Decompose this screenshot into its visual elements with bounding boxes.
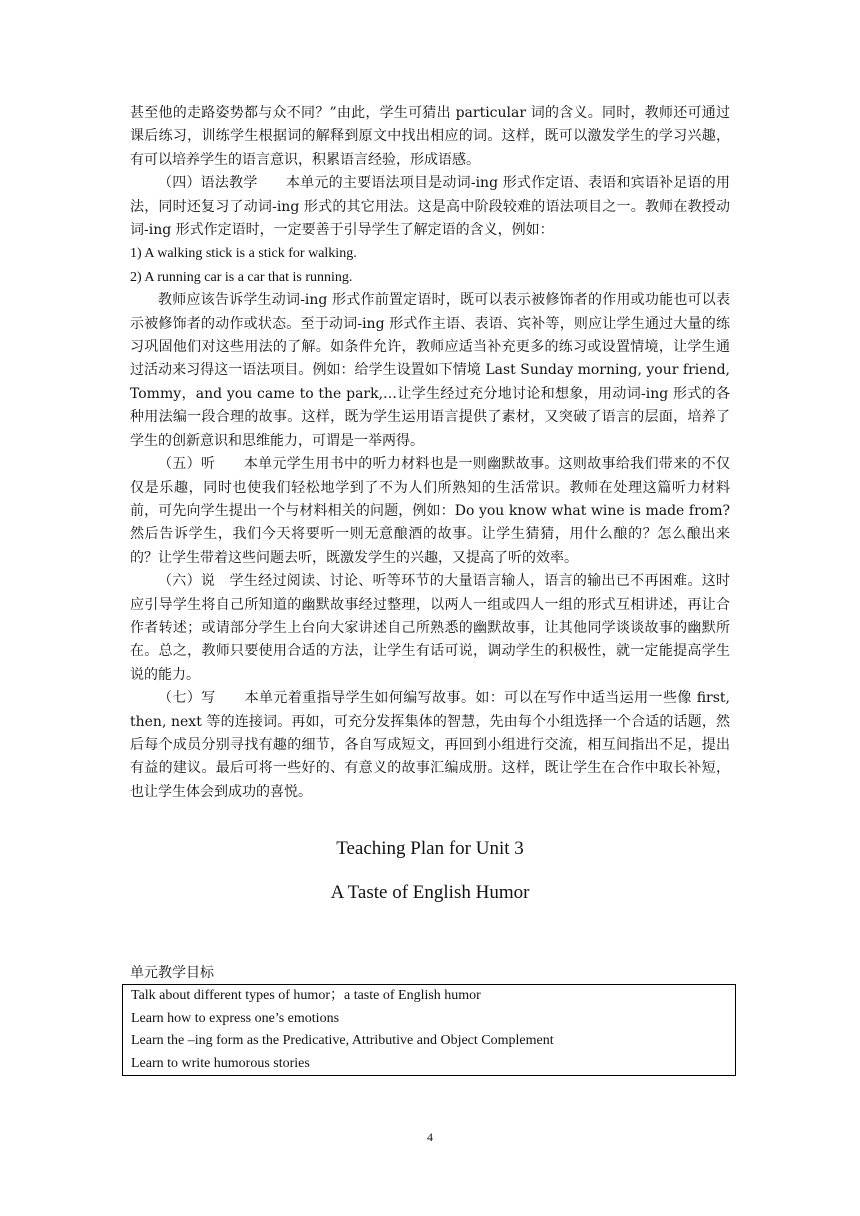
objective-item: Learn how to express one’s emotions [131, 1010, 340, 1026]
objective-item: Talk about different types of humor；a taste of English humor [131, 988, 481, 1003]
example-2: 2) A running car is a car that is running. [130, 269, 353, 285]
paragraph-grammar-guidance: 教师应该告诉学生动词-ing 形式作前置定语时，既可以表示被修饰者的作用或功能也可以表示被修饰者的动作或状态。至于动词-ing 形式作主语、表语、宾补等，则应让学生通过大量的练习巩固他们对这些用法的了解。如条件允许，教师应适当补充更多的练习或设置情境，让学生通过活动来习得这一语法项目。例如：给学生设置如下情境 Last Sunday morning, your friend, Tommy，and you came to the park,…让学生经过充分地讨论和想象，用动词-ing 形式的各种用法编一段合理的故事。这样，既为学生运用语言提供了素材，又突破了语言的层面，培养了学生的创新意识和思维能力，可谓是一举两得。 [130, 292, 730, 449]
page-number: 4 [427, 1130, 433, 1144]
paragraph-listening: （五）听 本单元学生用书中的听力材料也是一则幽默故事。这则故事给我们带来的不仅仅是乐趣，同时也使我们轻松地学到了不为人们所熟知的生活常识。教师在处理这篇听力材料前，可先向学生提出一个与材料相关的问题，例如：Do you know what wine is made from? 然后告诉学生，我们今天将要听一则无意酿酒的故事。让学生猜猜，用什么酿的？怎么酿出来的？让学生带着这些问题去听，既激发学生的兴趣，又提高了听的效率。 [130, 456, 730, 566]
paragraph-speaking: （六）说 学生经过阅读、讨论、听等环节的大量语言输人，语言的输出已不再困难。这时应引导学生将自己所知道的幽默故事经过整理，以两人一组或四人一组的形式互相讲述，再让合作者转述；或请部分学生上台向大家讲述自己所熟悉的幽默故事，让其他同学谈谈故事的幽默所在。总之，教师只要使用合适的方法，让学生有话可说，调动学生的积极性，就一定能提高学生说的能力。 [130, 573, 730, 683]
unit-subtitle: A Taste of English Humor [330, 882, 530, 903]
example-1: 1) A walking stick is a stick for walking. [130, 246, 357, 262]
objective-item: Learn the –ing form as the Predicative, Attributive and Object Complement [131, 1033, 554, 1048]
paragraph-continuation: 甚至他的走路姿势都与众不同？”由此，学生可猜出 particular 词的含义。同时，教师还可通过课后练习，训练学生根据词的解释到原文中找出相应的词。这样，既可以激发学生的学习兴趣，有可以培养学生的语言意识，积累语言经验，形成语感。 [130, 105, 730, 168]
unit-title: Teaching Plan for Unit 3 [336, 838, 524, 859]
paragraph-grammar: （四）语法教学 本单元的主要语法项目是动词-ing 形式作定语、表语和宾语补足语的用法，同时还复习了动词-ing 形式的其它用法。这是高中阶段较难的语法项目之一。教师在教授动词-ing 形式作定语时，一定要善于引导学生了解定语的含义，例如： [130, 175, 730, 239]
paragraph-writing: （七）写 本单元着重指导学生如何编写故事。如：可以在写作中适当运用一些像 first, then, next 等的连接词。再如，可充分发挥集体的智慧，先由每个小组选择一个合适的话题，然后每个成员分别寻找有趣的细节，各自写成短文，再回到小组进行交流，相互间指出不足，提出有益的建议。最后可将一些好的、有意义的故事汇编成册。这样，既让学生在合作中取长补短，也让学生体会到成功的喜悦。 [130, 690, 730, 800]
body-text [130, 102, 730, 804]
objective-item: Learn to write humorous stories [131, 1055, 310, 1071]
objectives-label: 单元教学目标 [130, 965, 214, 981]
objectives-table [122, 984, 736, 1076]
